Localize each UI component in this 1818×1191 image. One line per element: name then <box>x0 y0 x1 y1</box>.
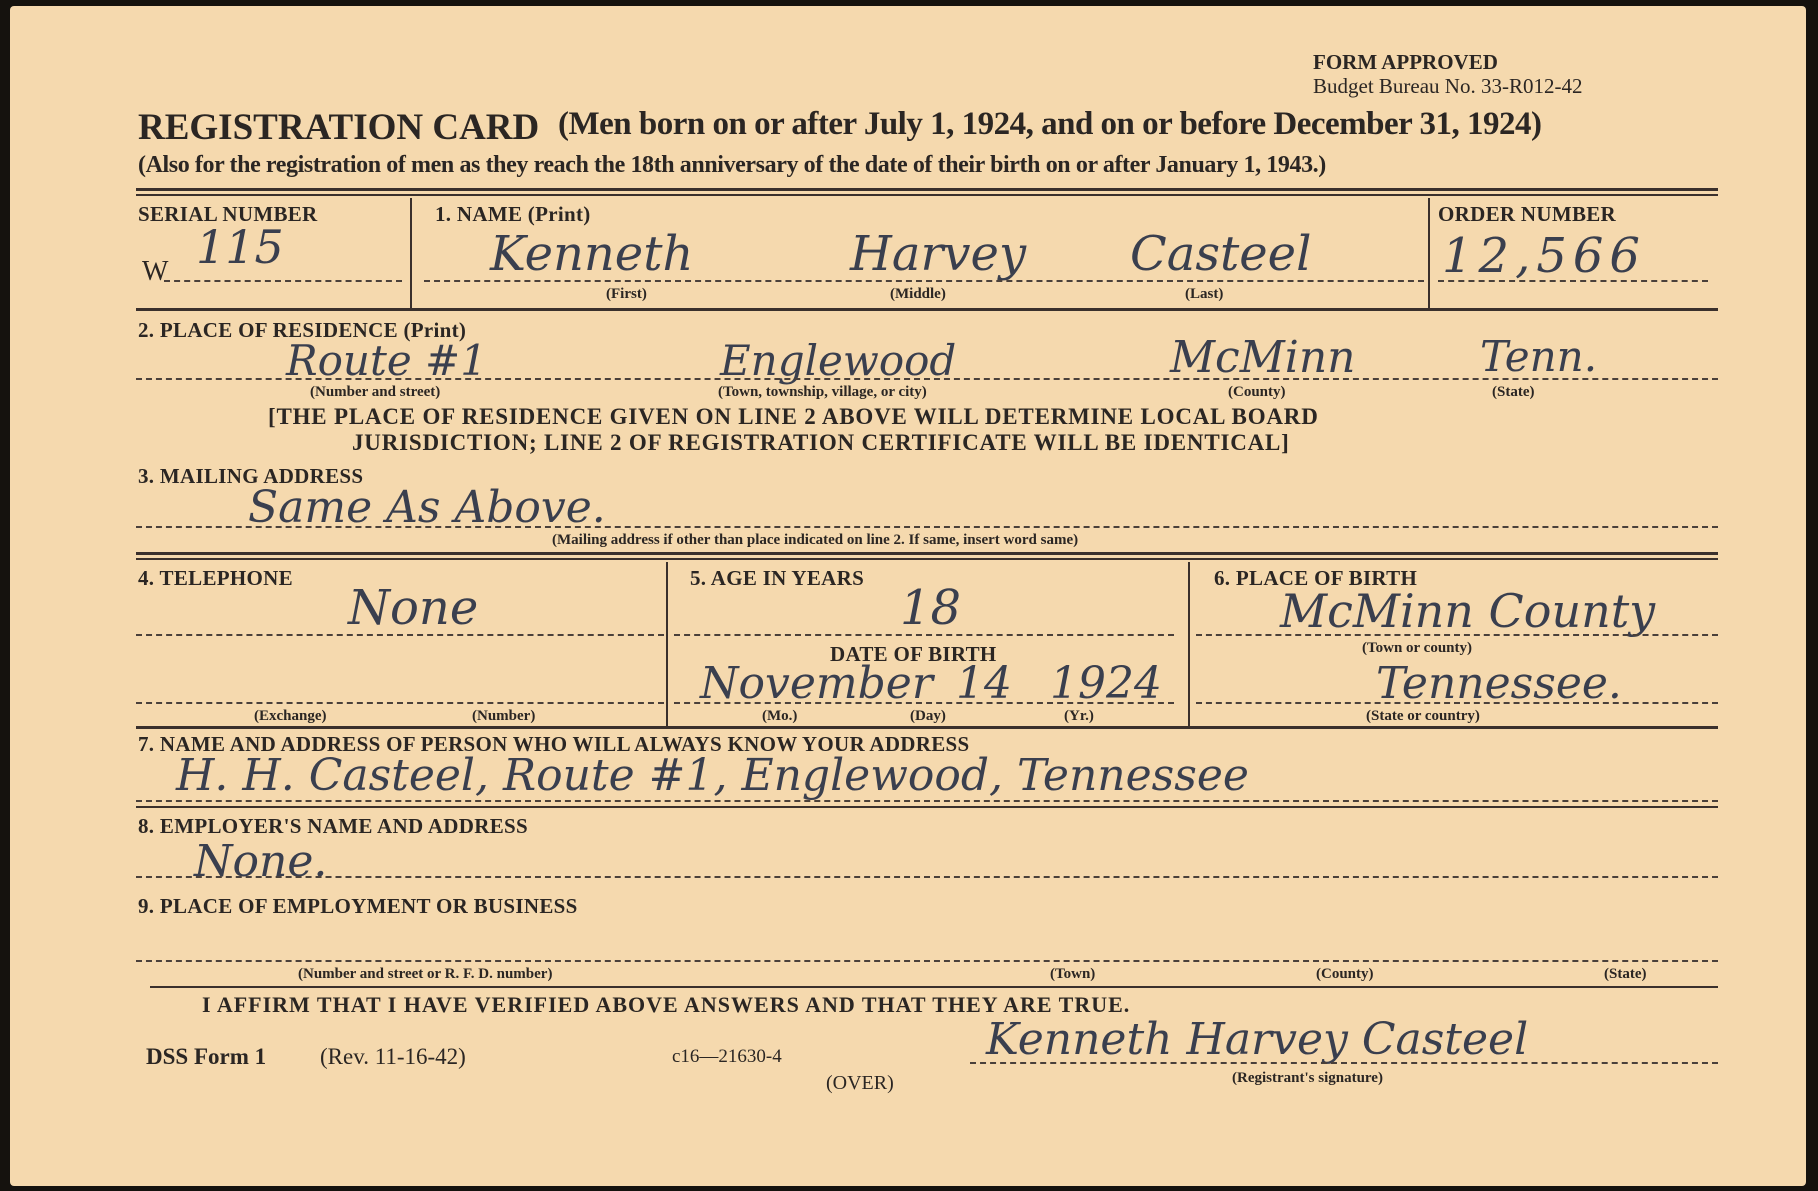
serial-prefix: W <box>142 256 169 287</box>
employment-street-caption: (Number and street or R. F. D. number) <box>298 966 553 982</box>
field-line <box>136 960 1718 962</box>
registrant-signature: Kenneth Harvey Casteel <box>986 1014 1529 1065</box>
contact-value: H. H. Casteel, Route #1, Englewood, Tennessee <box>176 750 1249 801</box>
yr-caption: (Yr.) <box>1064 708 1094 724</box>
divider <box>666 562 668 726</box>
field-line <box>136 702 664 704</box>
residence-town: Englewood <box>720 336 957 385</box>
over-note: (OVER) <box>826 1072 894 1094</box>
signature-caption: (Registrant's signature) <box>1232 1070 1383 1086</box>
employment-county-caption: (County) <box>1316 966 1374 982</box>
name-label: 1. NAME (Print) <box>435 202 591 226</box>
county-caption: (County) <box>1228 384 1286 400</box>
employment-state-caption: (State) <box>1604 966 1647 982</box>
mo-caption: (Mo.) <box>762 708 798 724</box>
field-line <box>424 280 1424 282</box>
divider <box>410 198 412 308</box>
employer-label: 8. EMPLOYER'S NAME AND ADDRESS <box>138 814 528 838</box>
residence-county: McMinn <box>1170 332 1356 383</box>
order-value: 12,566 <box>1442 228 1646 284</box>
serial-label: SERIAL NUMBER <box>138 202 318 226</box>
form-code: c16—21630-4 <box>672 1046 782 1067</box>
birth-state-caption: (State or country) <box>1366 708 1480 724</box>
employer-value: None. <box>194 836 328 887</box>
rule <box>136 188 1718 191</box>
rule <box>136 552 1718 555</box>
budget-bureau: Budget Bureau No. 33-R012-42 <box>1313 74 1583 98</box>
birth-town-caption: (Town or county) <box>1362 640 1473 656</box>
serial-value: 115 <box>196 220 284 274</box>
field-line <box>136 526 1718 528</box>
age-label: 5. AGE IN YEARS <box>690 566 865 590</box>
birth-place-state: Tennessee. <box>1376 658 1622 709</box>
street-caption: (Number and street) <box>310 384 441 400</box>
mailing-value: Same As Above. <box>248 482 606 533</box>
town-caption: (Town, township, village, or city) <box>718 384 927 400</box>
subtitle: (Also for the registration of men as they reach the 18th anniversary of the date of their birth on or after January 1, 1943.) <box>138 152 1326 178</box>
form-id: DSS Form 1 <box>146 1044 267 1069</box>
birth-day: 14 <box>956 658 1012 709</box>
mailing-label: 3. MAILING ADDRESS <box>138 464 364 488</box>
order-label: ORDER NUMBER <box>1438 202 1617 226</box>
rule <box>136 194 1718 196</box>
birth-month: November <box>700 658 933 709</box>
exchange-caption: (Exchange) <box>254 708 327 724</box>
number-caption: (Number) <box>472 708 536 724</box>
field-line <box>136 800 1718 802</box>
field-line <box>1196 702 1718 704</box>
title-note: (Men born on or after July 1, 1924, and on or before December 31, 1924) <box>558 106 1542 142</box>
birth-year: 1924 <box>1050 658 1162 709</box>
field-line <box>674 702 1174 704</box>
state-caption: (State) <box>1492 384 1535 400</box>
birth-place-town: McMinn County <box>1280 584 1656 638</box>
rule <box>136 726 1718 729</box>
field-line <box>164 280 402 282</box>
residence-street: Route #1 <box>286 336 487 385</box>
card-title: REGISTRATION CARD <box>138 107 540 148</box>
field-line <box>136 634 664 636</box>
mailing-caption: (Mailing address if other than place indicated on line 2. If same, insert word same) <box>552 532 1079 548</box>
field-line <box>1196 634 1718 636</box>
field-line <box>136 876 1718 878</box>
name-last: Casteel <box>1130 226 1312 282</box>
day-caption: (Day) <box>910 708 946 724</box>
telephone-value: None <box>348 580 479 636</box>
field-line <box>970 1062 1718 1064</box>
rule <box>136 806 1718 808</box>
first-caption: (First) <box>606 286 647 302</box>
birth-place-label: 6. PLACE OF BIRTH <box>1214 566 1418 590</box>
registration-card <box>10 6 1806 1186</box>
name-first: Kenneth <box>490 226 694 282</box>
telephone-label: 4. TELEPHONE <box>138 566 293 590</box>
employment-town-caption: (Town) <box>1050 966 1096 982</box>
last-caption: (Last) <box>1185 286 1224 302</box>
affirmation: I AFFIRM THAT I HAVE VERIFIED ABOVE ANSWERS AND THAT THEY ARE TRUE. <box>202 992 1131 1017</box>
birth-date-label: DATE OF BIRTH <box>830 642 997 666</box>
field-line <box>136 378 1718 380</box>
employment-label: 9. PLACE OF EMPLOYMENT OR BUSINESS <box>138 894 578 918</box>
rule <box>136 308 1718 311</box>
middle-caption: (Middle) <box>890 286 946 302</box>
age-value: 18 <box>900 580 962 636</box>
contact-label: 7. NAME AND ADDRESS OF PERSON WHO WILL ALWAYS KNOW YOUR ADDRESS <box>138 732 970 756</box>
residence-state: Tenn. <box>1480 332 1598 381</box>
name-middle: Harvey <box>850 226 1027 282</box>
rule <box>150 986 1718 988</box>
rule <box>136 558 1718 560</box>
residence-label: 2. PLACE OF RESIDENCE (Print) <box>138 318 467 342</box>
notice-line-2: JURISDICTION; LINE 2 OF REGISTRATION CERTIFICATE WILL BE IDENTICAL] <box>352 430 1290 455</box>
divider <box>1188 562 1190 726</box>
field-line <box>674 634 1174 636</box>
divider <box>1428 198 1430 308</box>
form-approved: FORM APPROVED <box>1313 50 1498 74</box>
field-line <box>1438 280 1708 282</box>
form-rev: (Rev. 11-16-42) <box>320 1044 466 1069</box>
notice-line-1: [THE PLACE OF RESIDENCE GIVEN ON LINE 2 ABOVE WILL DETERMINE LOCAL BOARD <box>268 404 1319 429</box>
